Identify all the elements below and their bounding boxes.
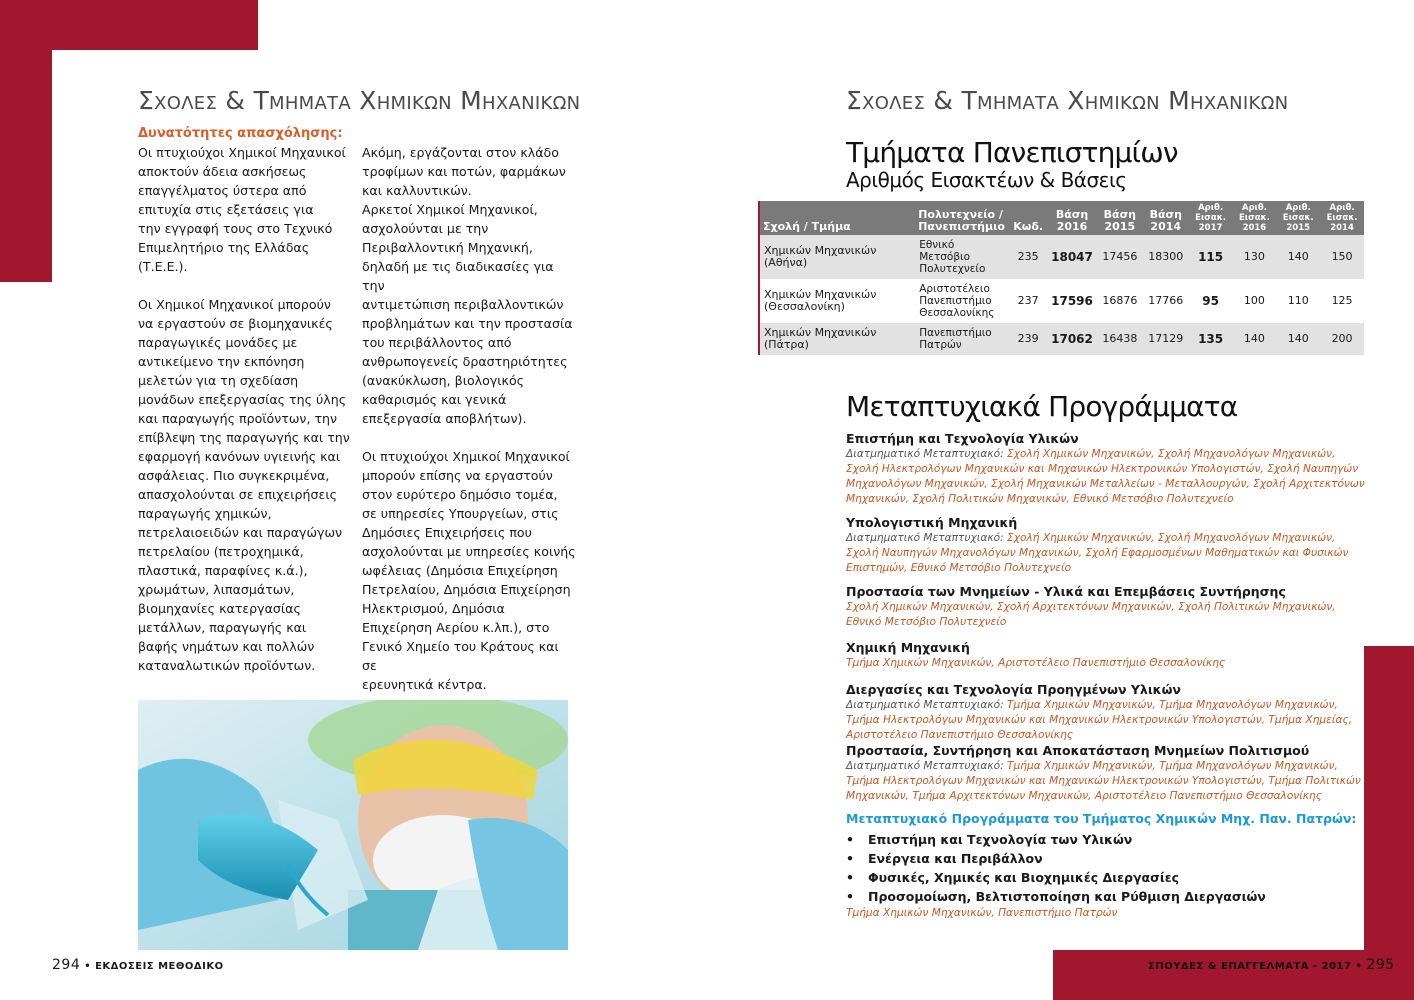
- patras-note: Τμήμα Χημικών Μηχανικών, Πανεπιστήμιο Πατρών: [846, 907, 1118, 919]
- cell-code: 237: [1017, 294, 1039, 307]
- program-description: [846, 447, 1366, 507]
- program-block: [846, 584, 1366, 630]
- admissions-table: [758, 201, 1364, 355]
- patras-heading: Μεταπτυχιακό Προγράμματα του Τμήματος Χημικών Μηχ. Παν. Πατρών:: [846, 811, 1357, 826]
- right-footer: [1148, 957, 1395, 973]
- cell-admitted-2017: 135: [1189, 323, 1233, 355]
- program-block: [846, 431, 1366, 507]
- program-departments: Τμήμα Χημικών Μηχανικών, Τμήμα Μηχανολόγων Μηχανικών, Τμήμα Ηλεκτρολόγων Μηχανικών και Μηχανικών Ηλεκτρονικών Υπολογιστών, Τμήμα Χημείας, Αριστοτέλειο Πανεπιστήμιο Θεσσαλονίκης: [846, 699, 1353, 741]
- left-page-number: 294: [52, 957, 81, 973]
- header-admitted-2014: Αριθ. Εισακ. 2014: [1320, 201, 1364, 235]
- program-departments: Σχολή Χημικών Μηχανικών, Σχολή Μηχανολόγων Μηχανικών, Σχολή Ηλεκτρολόγων Μηχανικών και Μηχανικών Ηλεκτρονικών Υπολογιστών, Σχολή Ναυπηγών Μηχανολόγων Μηχανικών, Σχολή Μηχανικών Μεταλλείων - Μεταλλουργών, Σχολή Αρχιτεκτόνων Μηχανικών, Σχολή Πολιτικών Μηχανικών, Εθνικό Μετσόβιο Πολυτεχνείο: [846, 448, 1365, 505]
- program-label: Διατμηματικό Μεταπτυχιακό:: [846, 699, 1008, 711]
- cell-admitted-2017: 115: [1189, 235, 1233, 279]
- cell-university: Εθνικό Μετσόβιο Πολυτεχνείο: [915, 235, 1009, 279]
- cell-admitted-2014: 150: [1320, 235, 1364, 279]
- list-item: • Ενέργεια και Περιβάλλον: [846, 849, 1266, 868]
- top-left-red-bar: [0, 0, 258, 50]
- program-block: [846, 682, 1366, 743]
- cell-admitted-2016: 140: [1233, 323, 1277, 355]
- header-base-2016: Βάση 2016: [1047, 201, 1097, 235]
- employment-heading: Δυνατότητες απασχόλησης:: [138, 126, 343, 141]
- header-admitted-2016: Αριθ. Εισακ. 2016: [1233, 201, 1277, 235]
- header-base-2014: Βάση 2014: [1143, 201, 1189, 235]
- cell-base-2016: 17062: [1047, 323, 1097, 355]
- left-red-bar: [0, 50, 52, 282]
- program-description: [846, 531, 1366, 576]
- left-column-1: [138, 125, 353, 694]
- universities-title: Τμήματα Πανεπιστημίων: [846, 136, 1178, 169]
- left-column-2: [362, 143, 577, 713]
- program-title: Υπολογιστική Μηχανική: [846, 515, 1018, 530]
- header-base-2015: Βάση 2015: [1097, 201, 1143, 235]
- program-title: Επιστήμη και Τεχνολογία Υλικών: [846, 431, 1079, 446]
- postgrad-title: Μεταπτυχιακά Προγράμματα: [846, 390, 1238, 423]
- cell-admitted-2015: 140: [1276, 323, 1320, 355]
- list-item: • Προσομοίωση, Βελτιστοποίηση και Ρύθμιση Διεργασιών: [846, 887, 1266, 906]
- cell-base-2016: 17596: [1051, 294, 1093, 308]
- program-departments: Σχολή Χημικών Μηχανικών, Σχολή Μηχανολόγων Μηχανικών, Σχολή Ναυπηγών Μηχανολόγων Μηχανικών, Σχολή Εφαρμοσμένων Μαθηματικών και Φυσικών Επιστημών, Εθνικό Μετσόβιο Πολυτεχνείο: [846, 532, 1349, 574]
- cell-admitted-2014: 125: [1331, 294, 1353, 307]
- col2-paragraph-2: Οι πτυχιούχοι Χημικοί Μηχανικοί μπορούν επίσης να εργαστούν στον ευρύτερο δημόσιο τομέα, σε υπηρεσίες Υπουργείων, στις Δημόσιες Επιχειρήσεις που ασχολούνται με υπηρεσίες κοινής ωφέλειας (Δημόσια Επιχείρηση Πετρελαίου, Δημόσια Επιχείρηση Ηλεκτρισμού, Δημόσια Επιχείρηση Αερίου κ.λπ.), στο Γενικό Χημείο του Κράτους και σε ερευνητικά κέντρα.: [362, 449, 576, 692]
- cell-admitted-2014: 200: [1320, 323, 1364, 355]
- header-school: Σχολή / Τμήμα: [759, 201, 915, 235]
- program-title: Προστασία των Μνημείων - Υλικά και Επεμβάσεις Συντήρησης: [846, 584, 1286, 599]
- list-item: • Φυσικές, Χημικές και Βιοχημικές Διεργασίες: [846, 868, 1266, 887]
- table-row: [759, 323, 1364, 355]
- cell-base-2014: 18300: [1143, 235, 1189, 279]
- footer-bullet: •: [1355, 961, 1367, 972]
- cell-admitted-2015: 110: [1287, 294, 1309, 307]
- right-section-title: Σχολες & Τμηματα Χημικων Μηχανικων: [846, 86, 1289, 115]
- cell-code: 239: [1009, 323, 1047, 355]
- universities-subtitle: Αριθμός Εισακτέων & Βάσεις: [846, 168, 1127, 192]
- cell-school: Χημικών Μηχανικών (Αθήνα): [759, 235, 915, 279]
- program-title: Χημική Μηχανική: [846, 640, 970, 655]
- program-departments: Τμήμα Χημικών Μηχανικών, Τμήμα Μηχανολόγων Μηχανικών, Τμήμα Ηλεκτρολόγων Μηχανικών και Μηχανικών Ηλεκτρονικών Υπολογιστών, Τμήμα Πολιτικών Μηχανικών, Τμήμα Αρχιτεκτόνων Μηχανικών, Αριστοτέλειο Πανεπιστήμιο Θεσσαλονίκης: [846, 760, 1361, 802]
- patras-program-list: [846, 830, 1266, 906]
- cell-university: Αριστοτέλειο Πανεπιστήμιο Θεσσαλονίκης: [919, 283, 995, 319]
- program-title: Προστασία, Συντήρηση και Αποκατάσταση Μνημείων Πολιτισμού: [846, 743, 1310, 758]
- cell-admitted-2016: 130: [1233, 235, 1277, 279]
- left-footer: [52, 957, 224, 973]
- cell-base-2014: 17129: [1143, 323, 1189, 355]
- cell-school: Χημικών Μηχανικών (Πάτρα): [759, 323, 915, 355]
- left-section-title: Σχολες & Τμηματα Χημικων Μηχανικων: [138, 86, 581, 115]
- program-block: [846, 743, 1366, 804]
- program-description: [846, 698, 1366, 743]
- cell-code: 235: [1009, 235, 1047, 279]
- lab-photo: [138, 700, 568, 950]
- cell-base-2015: 16438: [1097, 323, 1143, 355]
- program-departments: Τμήμα Χημικών Μηχανικών, Αριστοτέλειο Πανεπιστήμιο Θεσσαλονίκης: [846, 657, 1226, 669]
- footer-bullet: •: [84, 961, 96, 972]
- right-footer-text: ΣΠΟΥΔΕΣ & ΕΠΑΓΓΕΛΜΑΤΑ - 2017: [1148, 961, 1352, 972]
- header-code: Κωδ.: [1009, 201, 1047, 235]
- program-label: Διατμηματικό Μεταπτυχιακό:: [846, 448, 1008, 460]
- table-row: [759, 279, 1364, 323]
- header-admitted-2017: Αριθ. Εισακ. 2017: [1189, 201, 1233, 235]
- cell-admitted-2015: 140: [1276, 235, 1320, 279]
- chemist-pouring-liquid-image: [138, 700, 568, 950]
- program-description: [846, 759, 1366, 804]
- program-label: Διατμηματικό Μεταπτυχιακό:: [846, 532, 1008, 544]
- cell-base-2015: 16876: [1102, 294, 1138, 307]
- cell-base-2014: 17766: [1148, 294, 1184, 307]
- program-description: [846, 656, 1366, 671]
- cell-admitted-2016: 100: [1243, 294, 1265, 307]
- col1-paragraph-2: Οι Χημικοί Μηχανικοί μπορούν να εργαστούν σε βιομηχανικές παραγωγικές μονάδες με αντικείμενο την εκπόνηση μελετών για τη σχεδίαση μονάδων επεξεργασίας της ύλης και παραγωγής προϊόντων, την επίβλεψη της παραγωγής και την εφαρμογή κανόνων υγιεινής και ασφάλειας. Πιο συγκεκριμένα, απασχολούνται σε επιχειρήσεις παραγωγής χημικών, πετρελαιοειδών και παραγώγων πετρελαίου (πετροχημικά, πλαστικά, παραφίνες κ.ά.), χρωμάτων, λιπασμάτων, βιομηχανίες κατεργασίας μετάλλων, παραγωγής και βαφής νημάτων και πολλών καταναλωτικών προϊόντων.: [138, 297, 350, 673]
- right-page-number: 295: [1366, 957, 1395, 973]
- bottom-right-red-bar: [1364, 646, 1414, 1000]
- col1-paragraph-1: Οι πτυχιούχοι Χημικοί Μηχανικοί αποκτούν άδεια ασκήσεως επαγγέλματος ύστερα από επιτυχία στις εξετάσεις για την εγγραφή τους στο Τεχνικό Επιμελητήριο της Ελλάδας (Τ.Ε.Ε.).: [138, 145, 346, 274]
- header-university: Πολυτεχνείο / Πανεπιστήμιο: [915, 201, 1009, 235]
- header-admitted-2015: Αριθ. Εισακ. 2015: [1276, 201, 1320, 235]
- cell-university: Πανεπιστήμιο Πατρών: [915, 323, 1009, 355]
- col2-paragraph-1: Ακόμη, εργάζονται στον κλάδο τροφίμων και ποτών, φαρμάκων και καλλυντικών. Αρκετοί Χημικοί Μηχανικοί, ασχολούνται με την Περιβαλλοντική Μηχανική, δηλαδή με τις διαδικασίες για την αντιμετώπιση περιβαλλοντικών προβλημάτων και την προστασία του περιβάλλοντος από ανθρωπογενείς δραστηριότητες (ανακύκλωση, βιολογικός καθαρισμός και γενικά επεξεργασία αποβλήτων).: [362, 145, 573, 426]
- cell-admitted-2017: 95: [1202, 294, 1219, 308]
- program-departments: Σχολή Χημικών Μηχανικών, Σχολή Αρχιτεκτόνων Μηχανικών, Σχολή Πολιτικών Μηχανικών, Εθνικό Μετσόβιο Πολυτεχνείο: [846, 601, 1336, 628]
- list-item: • Επιστήμη και Τεχνολογία των Υλικών: [846, 830, 1266, 849]
- program-block: [846, 640, 1366, 671]
- cell-base-2016: 18047: [1047, 235, 1097, 279]
- left-footer-text: ΕΚΔΟΣΕΙΣ ΜΕΘΟΔΙΚΟ: [95, 961, 224, 972]
- program-label: Διατμηματικό Μεταπτυχιακό:: [846, 760, 1008, 772]
- program-block: [846, 515, 1366, 576]
- program-title: Διεργασίες και Τεχνολογία Προηγμένων Υλικών: [846, 682, 1181, 697]
- program-description: [846, 600, 1366, 630]
- table-header-row: [759, 201, 1364, 235]
- cell-base-2015: 17456: [1097, 235, 1143, 279]
- cell-school: Χημικών Μηχανικών (Θεσσαλονίκη): [759, 279, 915, 323]
- table-row: [759, 235, 1364, 279]
